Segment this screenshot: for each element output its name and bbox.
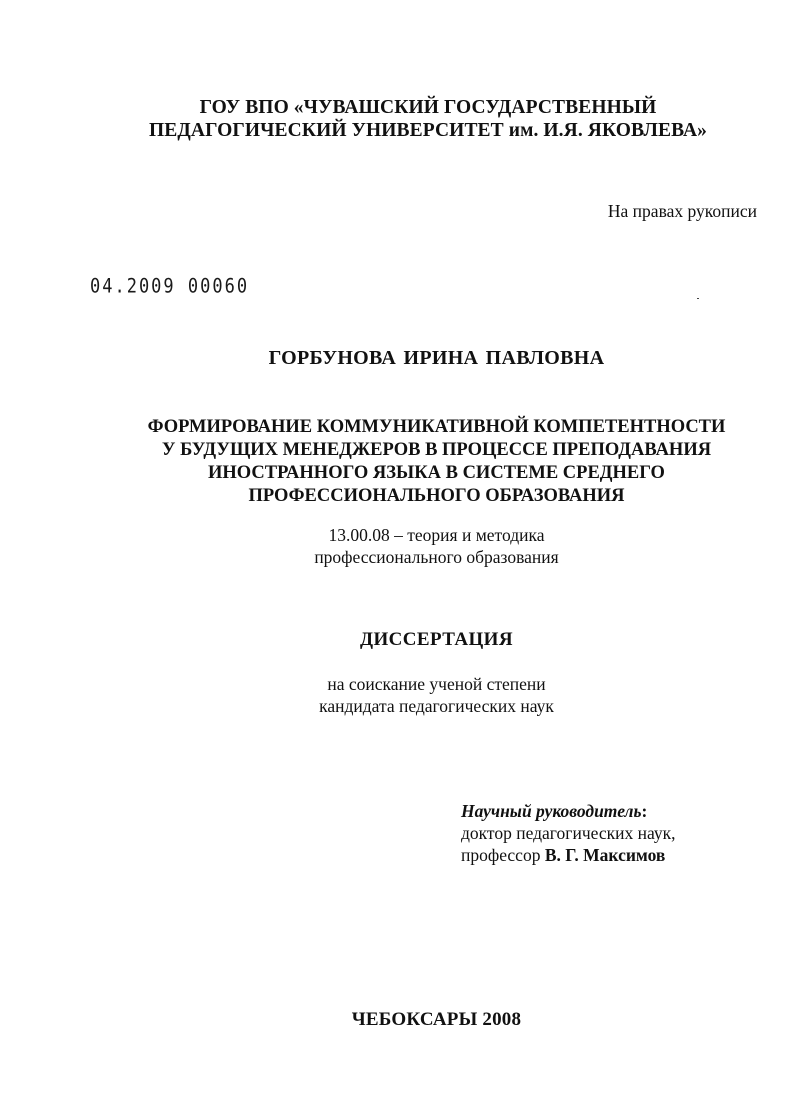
supervisor-title-line bbox=[461, 844, 675, 866]
scan-speck bbox=[697, 298, 699, 299]
institution-line-2: ПЕДАГОГИЧЕСКИЙ УНИВЕРСИТЕТ им. И.Я. ЯКОВЛЕВА» bbox=[149, 120, 707, 141]
title-line-2: У БУДУЩИХ МЕНЕДЖЕРОВ В ПРОЦЕССЕ ПРЕПОДАВАНИЯ bbox=[161, 440, 712, 460]
supervisor-name: В. Г. Максимов bbox=[544, 845, 666, 865]
supervisor-rank: профессор bbox=[461, 845, 545, 865]
degree-line-2: кандидата педагогических наук bbox=[319, 696, 554, 716]
manuscript-note: На правах рукописи bbox=[607, 201, 757, 221]
supervisor-block bbox=[461, 800, 675, 866]
specialty-line-1: 13.00.08 – теория и методика bbox=[328, 525, 545, 545]
degree-sought bbox=[38, 673, 797, 717]
institution-line-1: ГОУ ВПО «ЧУВАШСКИЙ ГОСУДАРСТВЕННЫЙ bbox=[199, 97, 657, 118]
title-line-4: ПРОФЕССИОНАЛЬНОГО ОБРАЗОВАНИЯ bbox=[248, 486, 625, 506]
supervisor-label-line bbox=[461, 800, 675, 822]
author-name: ГОРБУНОВА ИРИНА ПАВЛОВНА bbox=[268, 347, 605, 369]
specialty-line-2: профессионального образования bbox=[314, 547, 559, 567]
degree-line-1: на соискание ученой степени bbox=[327, 674, 546, 694]
supervisor-colon: : bbox=[641, 801, 648, 821]
institution-header bbox=[58, 96, 797, 142]
title-line-3: ИНОСТРАННОГО ЯЗЫКА В СИСТЕМЕ СРЕДНЕГО bbox=[208, 463, 665, 483]
specialty bbox=[38, 524, 797, 568]
title-line-1: ФОРМИРОВАНИЕ КОММУНИКАТИВНОЙ КОМПЕТЕНТНОСТИ bbox=[147, 417, 726, 437]
dissertation-title bbox=[38, 416, 797, 508]
supervisor-degree: доктор педагогических наук, bbox=[461, 823, 676, 843]
archive-stamp-number: 04.2009 00060 bbox=[90, 275, 250, 298]
supervisor-label: Научный руководитель bbox=[461, 801, 642, 821]
document-type: ДИССЕРТАЦИЯ bbox=[360, 629, 513, 650]
city-year: ЧЕБОКСАРЫ 2008 bbox=[351, 1009, 522, 1030]
